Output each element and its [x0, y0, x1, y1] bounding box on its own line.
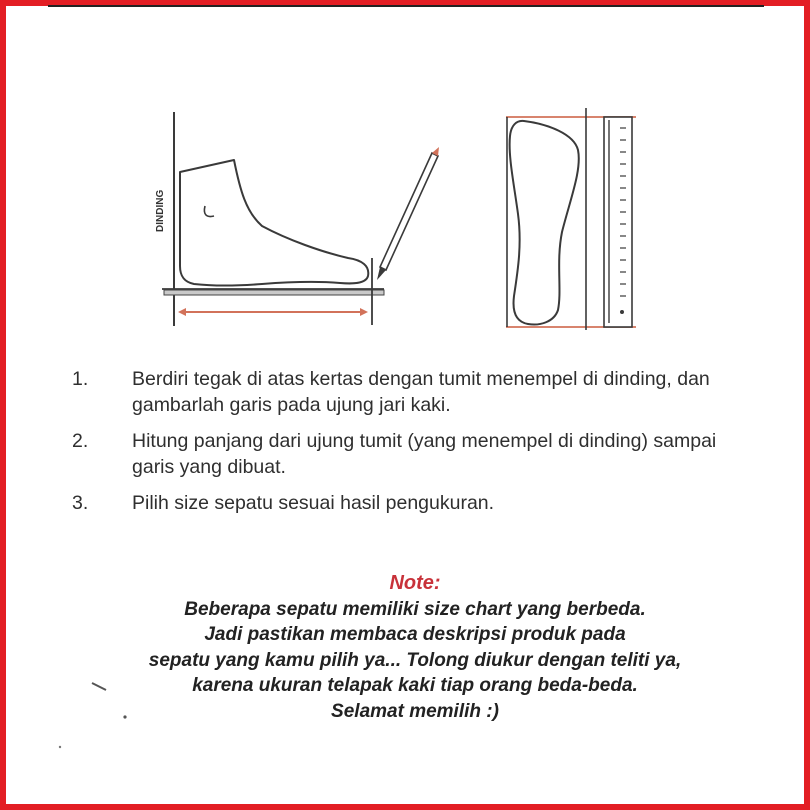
- note-line: sepatu yang kamu pilih ya... Tolong diukur dengan teliti ya,: [148, 649, 682, 671]
- scan-dot: [59, 746, 61, 748]
- note-line: karena ukuran telapak kaki tiap orang beda-beda.: [192, 675, 638, 696]
- note-title: Note:: [389, 572, 441, 594]
- step-item: [72, 428, 762, 480]
- step-number: 1.: [72, 368, 89, 390]
- step-number: 2.: [72, 430, 89, 452]
- ruler-icon: [604, 117, 632, 327]
- instruction-steps: [72, 366, 762, 526]
- step-item: [72, 490, 762, 516]
- note-line: Beberapa sepatu memiliki size chart yang berbeda.: [184, 598, 646, 620]
- step-text: Berdiri tegak di atas kertas dengan tumit menempel di dinding, dan gambarlah garis pada ujung jari kaki.: [132, 368, 710, 416]
- paper-strip: [164, 290, 384, 295]
- note-line: Jadi pastikan membaca deskripsi produk pada: [204, 624, 626, 645]
- foot-side-view-icon: [180, 160, 368, 286]
- foot-outline-icon: [510, 121, 579, 325]
- step-text: Pilih size sepatu sesuai hasil pengukuran.: [132, 492, 495, 514]
- step-text: Hitung panjang dari ujung tumit (yang menempel di dinding) sampai garis yang dibuat.: [132, 430, 717, 478]
- note-line: Selamat memilih :): [331, 700, 499, 722]
- ankle-bone-mark: [204, 206, 214, 217]
- note-block: [60, 571, 770, 724]
- pencil-icon: [377, 147, 439, 280]
- step-number: 3.: [72, 492, 89, 514]
- measure-arrow-left: [178, 308, 186, 316]
- step-item: [72, 366, 762, 418]
- wall-label: DINDING: [155, 189, 166, 232]
- measure-arrow-right: [360, 308, 368, 316]
